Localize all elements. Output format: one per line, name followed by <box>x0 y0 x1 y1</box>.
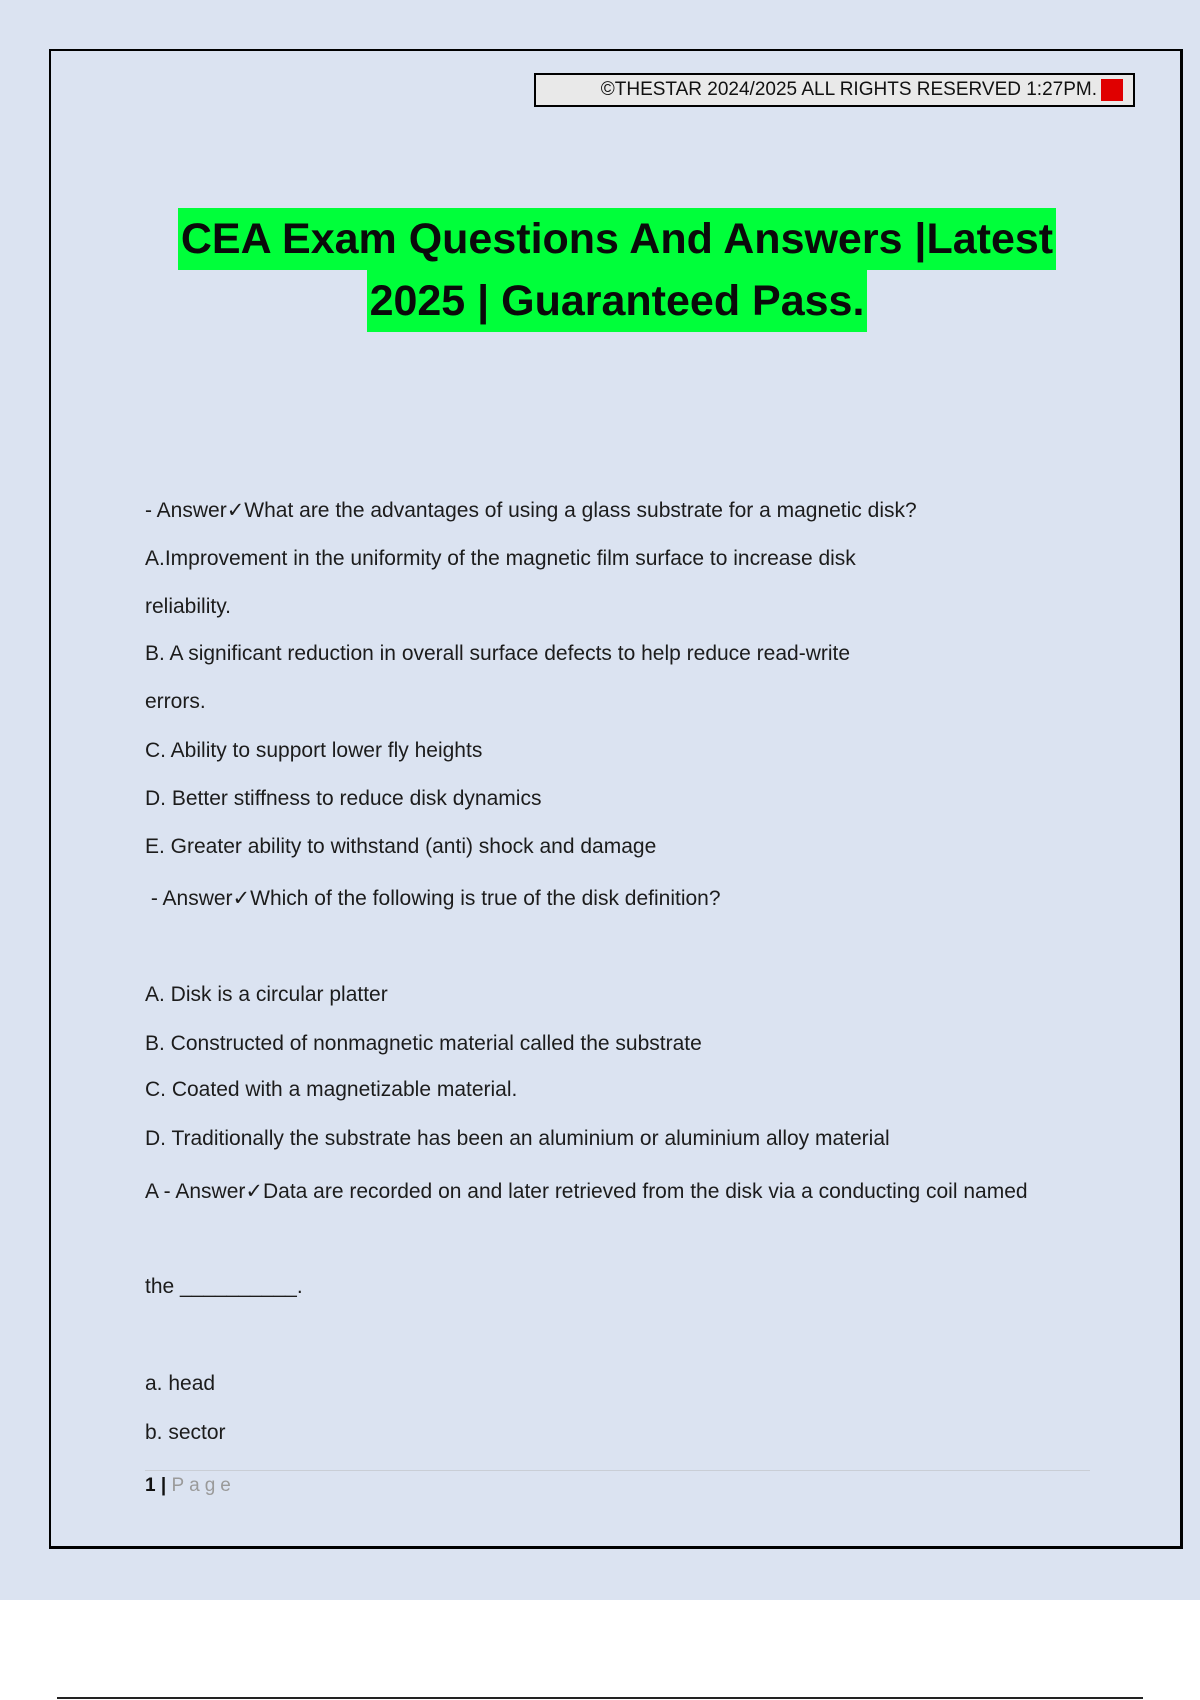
grade-badge: A+ <box>1101 79 1123 101</box>
answer-option: B. A significant reduction in overall surface defects to help reduce read-write <box>145 642 851 665</box>
page-label: Page <box>171 1475 236 1496</box>
question-3-continued: the __________. <box>145 1275 303 1298</box>
answer-option: b. sector <box>145 1421 226 1444</box>
question-1: - Answer✓What are the advantages of using a glass substrate for a magnetic disk? <box>145 499 917 522</box>
footer-divider <box>145 1470 1090 1471</box>
answer-option: B. Constructed of nonmagnetic material called the substrate <box>145 1032 702 1055</box>
bottom-divider <box>57 1697 1143 1699</box>
copyright-text: ©THESTAR 2024/2025 ALL RIGHTS RESERVED 1:27PM. <box>600 79 1097 100</box>
page-footer <box>145 1475 236 1497</box>
footer-separator: | <box>160 1475 167 1496</box>
answer-option: a. head <box>145 1372 216 1395</box>
title-line-2: 2025 | Guaranteed Pass. <box>367 270 868 332</box>
answer-option-continued: errors. <box>145 690 206 713</box>
question-3: A - Answer✓Data are recorded on and later retrieved from the disk via a conducting coil named <box>145 1180 1028 1203</box>
question-2: - Answer✓Which of the following is true of the disk definition? <box>145 887 721 910</box>
copyright-header <box>534 73 1135 107</box>
answer-option: C. Coated with a magnetizable material. <box>145 1078 518 1101</box>
title-line-1: CEA Exam Questions And Answers |Latest <box>178 208 1056 270</box>
answer-option: A. Disk is a circular platter <box>145 983 388 1006</box>
answer-option: A.Improvement in the uniformity of the magnetic film surface to increase disk <box>145 547 856 570</box>
answer-option-continued: reliability. <box>145 595 231 618</box>
answer-option: D. Better stiffness to reduce disk dynamics <box>145 787 542 810</box>
answer-option: C. Ability to support lower fly heights <box>145 739 483 762</box>
document-title <box>0 208 1200 332</box>
answer-option: D. Traditionally the substrate has been an aluminium or aluminium alloy material <box>145 1127 890 1150</box>
answer-option: E. Greater ability to withstand (anti) shock and damage <box>145 835 657 858</box>
page-number: 1 <box>145 1475 156 1496</box>
